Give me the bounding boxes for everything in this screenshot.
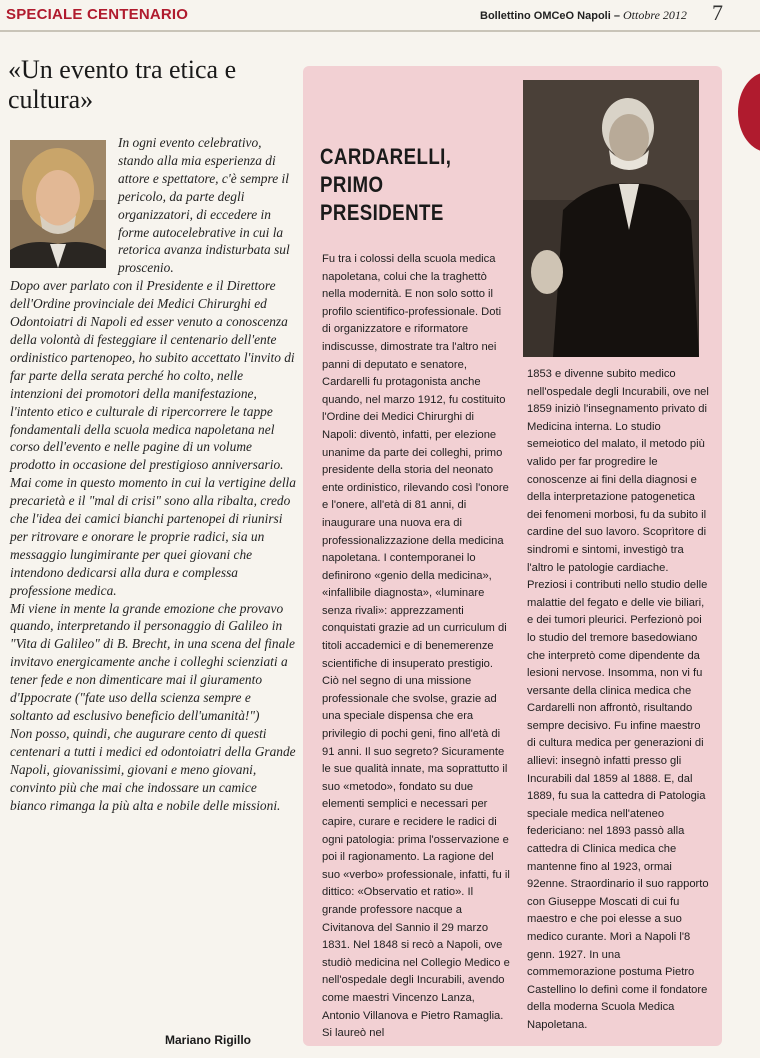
left-paragraph: In ogni evento celebrativo, stando alla mia esperienza di attore e spettatore, c'è sempre il pericolo, da parte degli organizzatori, di eccedere in forme autocelebrative in cui la retorica avanza indisturbata sul proscenio.	[118, 135, 290, 276]
sidebar-column-1-text: Fu tra i colossi della scuola medica napoletana, colui che la traghettò nella modernità. E non solo sotto il profilo scientifico-professionale. Doti di organizzatore e riformatore indiscusse, dimostrate tra l'altro nei panni di deputato e senatore, Cardarelli fu protagonista anche quando, nel marzo 1912, fu costituito l'Ordine dei Medici Chirurghi di Napoli: diventò, infatti, per elezione unanime da parte dei colleghi, primo presidente della storia del neonato ente ordinistico, rilevando così l'onore e l'onere, all'età di 81 anni, di inaugurare una nuova era di professionalizzazione della medicina napoletana. I contemporanei lo definirono «genio della medicina», «infallibile diagnosta», «luminare senza rivali»: apprezzamenti conquistati grazie ad un curriculum di titoli accademici e di benemerenze scientifiche di insuperato prestigio. Ciò nel segno di una missione professionale che svolse, grazie ad una speciale dispensa che era privilegio di pochi geni, fino all'età di 91 anni. Il suo segreto? Sicuramente le sue qualità innate, ma soprattutto il suo «metodo», fondato su due elementi semplici e necessari per capire, curare e recidere le radici di ogni patologia: prima l'osservazione e poi il ragionamento. La ragione del suo «verbo» professionale, infatti, fu il dittico: «Observatio et ratio». Il grande professore nacque a Civitanova del Sannio il 29 marzo 1831. Nel 1848 si recò a Napoli, ove studiò medicina nel Collegio Medico e nell'ospedale degli Incurabili, avendo come maestri Vincenzo Lanza, Antonio Villanova e Pietro Ramaglia. Si laureò nel	[322, 253, 510, 1040]
sidebar-column-1	[322, 251, 510, 1043]
publication-name: Bollettino OMCeO Napoli	[480, 10, 611, 22]
section-label: SPECIALE CENTENARIO	[6, 6, 189, 23]
publication-line	[480, 8, 687, 23]
sidebar-title	[320, 143, 451, 227]
sidebar-title-line: CARDARELLI,	[320, 144, 452, 169]
left-paragraph: Mai come in questo momento in cui la vertigine della precarietà e il "mal di crisi" sono alla ribalta, credo che l'idea dei camici bianchi partenopei di riunirsi per ritrovare e onorare le proprie radici, sia un messaggio lungimirante per quei giovani che intendono dedicarsi alla dura e complessa professione medica.	[10, 475, 296, 598]
header-divider	[0, 30, 760, 32]
publication-date: Ottobre 2012	[623, 8, 687, 22]
cardarelli-photo-image	[523, 80, 699, 357]
page-edge-tab	[738, 72, 760, 152]
cardarelli-photo	[523, 80, 699, 357]
sidebar-title-line: PRESIDENTE	[320, 200, 444, 225]
sidebar-column-2-text: 1853 e divenne subito medico nell'ospedale degli Incurabili, ove nel 1859 iniziò l'insegnamento privato di Medicina interna. Lo studio semeiotico del malato, il metodo più valido per far progredire le conoscenze ai fini della diagnosi e della interpretazione patogenetica dei fenomeni morbosi, fu da subito il cardine del suo lavoro. Scoprìtore di sindromi e sintomi, investigò tra l'altro le patologie cardiache. Preziosi i contributi nello studio delle malattie del fegato e delle vie biliari, e dei tumori pleurici. Perfezionò poi lo studio del tremore basedowiano che interpretò come dipendente da lesioni nervose. Insomma, non vi fu versante della clinica medica che Cardarelli non affrontò, risultando sempre decisivo. Fu infine maestro di cultura medica per generazioni di allievi: insegnò infatti presso gli Incurabili dal 1859 al 1888. E, dal 1889, fu sua la cattedra di Patologia speciale medica nell'ateneo federiciano: nel 1893 passò alla cattedra di Clinica medica che mantenne fino al 1923, ormai 92enne. Straordinario il suo rapporto con Giuseppe Moscati di cui fu maestro e che poi elesse a suo medico curante. Morì a Napoli l'8 genn. 1927. In una commemorazione postuma Pietro Castellino lo definì come il fondatore della moderna Scuola Medica Napoletana.	[527, 368, 709, 1031]
sidebar-title-line: PRIMO	[320, 172, 384, 197]
sidebar-column-2	[527, 366, 709, 1035]
author-portrait-image	[10, 140, 106, 268]
left-paragraph: Dopo aver parlato con il Presidente e il Direttore dell'Ordine provinciale dei Medici Chirurghi ed Odontoiatri di Napoli ed esser venuto a conoscenza della volontà di festeggiare il centenario dell'ente ordinistico partenopeo, ho subito accettato l'invito di far parte della serata perché ho colto, nelle intenzioni dei promotori della manifestazione, l'intento etico e culturale di ripercorrere le tappe fondamentali della scuola medica napoletana nel corso dell'evento e nelle pagine di un volume prodotto in occasione del prestigioso anniversario.	[10, 278, 295, 473]
left-paragraph: Non posso, quindi, che augurare cento di questi centenari a tutti i medici ed odontoiatri della Grande Napoli, giovanissimi, giovani e meno giovani, convinto più che mai che indossare un camice bianco rimanga la più alta e nobile delle missioni.	[10, 725, 296, 813]
publication-separator: –	[610, 10, 624, 22]
page-number: 7	[712, 0, 723, 25]
left-article-title: «Un evento tra etica e cultura»	[8, 55, 237, 114]
left-paragraph: Mi viene in mente la grande emozione che provavo quando, interpretando il personaggio di Galileo in "Vita di Galileo" di B. Brecht, in una scena del finale invitavo energicamente anche i colleghi scienziati a tener fede e non dimenticare mai il giuramento d'Ippocrate ("fate uso della scienza sempre e soltanto ad esclusivo beneficio dell'umanità!")	[10, 600, 295, 723]
author-portrait	[10, 140, 106, 268]
page-header	[0, 0, 760, 30]
author-signature: Mariano Rigillo	[165, 1033, 252, 1047]
